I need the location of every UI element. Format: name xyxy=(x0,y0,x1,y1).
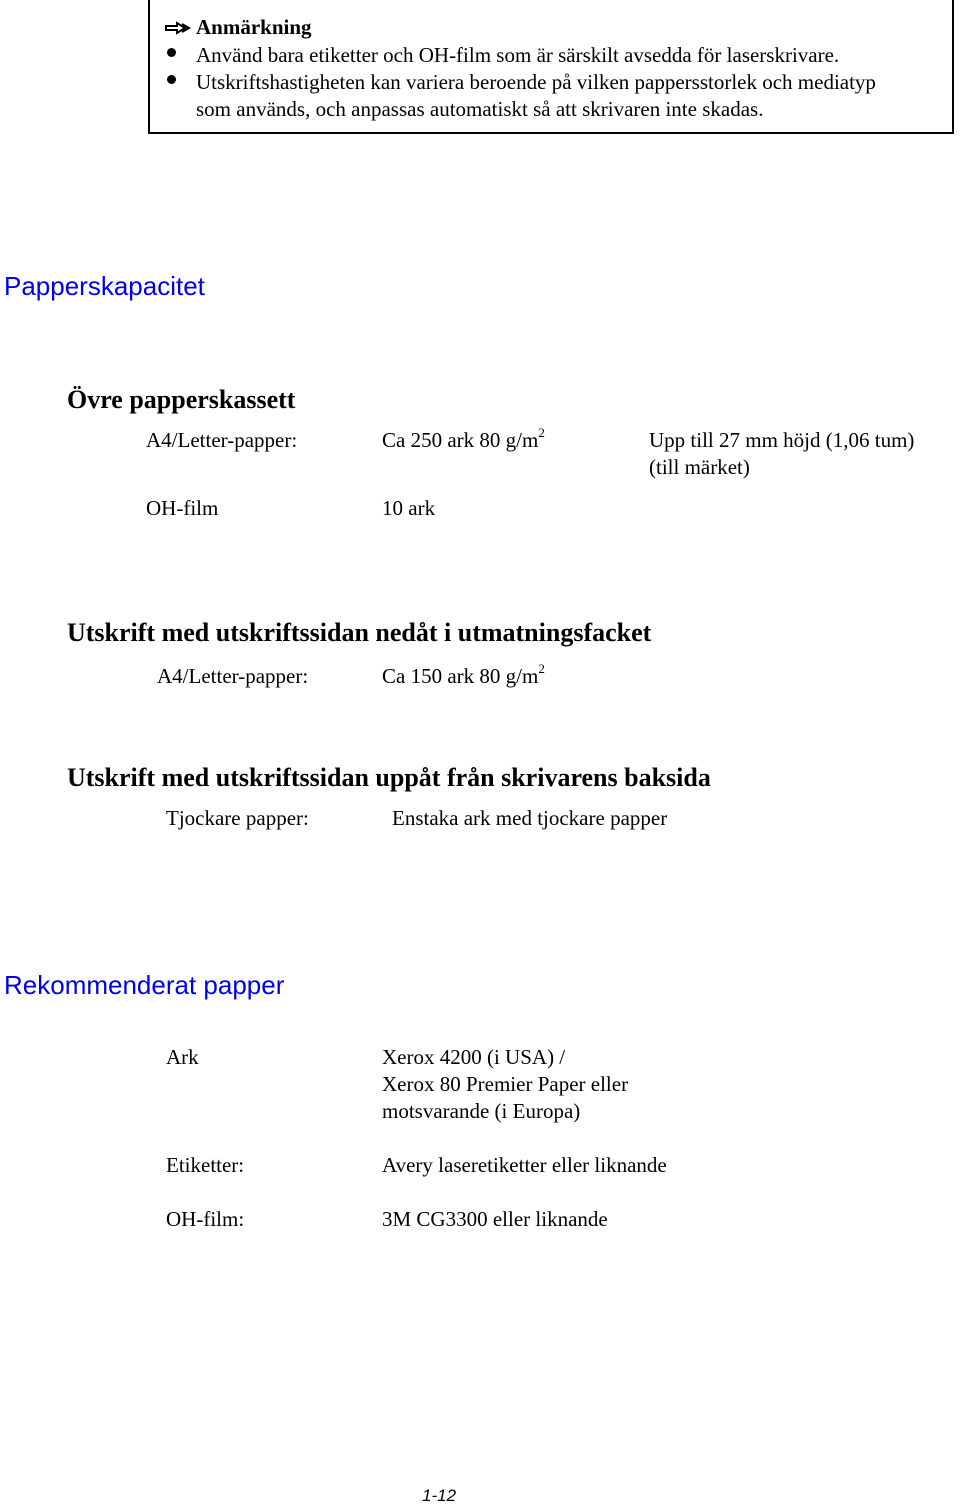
bullet-icon xyxy=(167,48,176,57)
upper-tray-label-1: A4/Letter-papper: xyxy=(146,428,298,452)
face-down-label: A4/Letter-papper: xyxy=(157,664,309,688)
note-bullet-2: Utskriftshastigheten kan variera beroende på vilken pappersstorlek och mediatyp xyxy=(196,70,876,94)
recommended-value-sheets-3: motsvarande (i Europa) xyxy=(382,1099,581,1123)
recommended-label-labels: Etiketter: xyxy=(166,1153,245,1177)
note-bullet-1: Använd bara etiketter och OH-film som är särskilt avsedda för laserskrivare. xyxy=(196,43,840,67)
note-bullet-2-cont: som används, och anpassas automatiskt så att skrivaren inte skadas. xyxy=(196,97,764,121)
upper-tray-label-2: OH-film xyxy=(146,496,219,520)
hand-pointer-icon xyxy=(165,21,191,35)
recommended-value-sheets-1: Xerox 4200 (i USA) / xyxy=(382,1045,566,1069)
upper-tray-value-1: Ca 250 ark 80 $g/m^2$ xyxy=(382,425,545,452)
page-number: 1-12 xyxy=(422,1486,457,1505)
section-heading-capacity: Papperskapacitet xyxy=(4,271,205,301)
note-title: Anmärkning xyxy=(196,15,312,39)
upper-tray-title: Övre papperskassett xyxy=(67,385,296,414)
face-up-value: Enstaka ark med tjockare papper xyxy=(392,806,668,830)
upper-tray-value-2: 10 ark xyxy=(382,496,436,520)
bullet-icon xyxy=(167,75,176,84)
recommended-label-sheets: Ark xyxy=(166,1045,199,1069)
recommended-value-transparency: 3M CG3300 eller liknande xyxy=(382,1207,608,1231)
face-down-value: Ca 150 ark 80 $g/m^2$ xyxy=(382,661,545,688)
section-heading-recommended: Rekommenderat papper xyxy=(4,970,285,1000)
upper-tray-note-1: Upp till 27 mm höjd (1,06 tum) xyxy=(649,428,915,452)
face-up-label: Tjockare papper: xyxy=(166,806,309,830)
recommended-value-sheets-2: Xerox 80 Premier Paper eller xyxy=(382,1072,629,1096)
recommended-value-labels: Avery laseretiketter eller liknande xyxy=(382,1153,667,1177)
recommended-label-transparency: OH-film: xyxy=(166,1207,245,1231)
face-down-title: Utskrift med utskriftssidan nedåt i utmatningsfacket xyxy=(67,618,652,647)
upper-tray-note-2: (till märket) xyxy=(649,455,750,479)
face-up-title: Utskrift med utskriftssidan uppåt från skrivarens baksida xyxy=(67,763,711,792)
